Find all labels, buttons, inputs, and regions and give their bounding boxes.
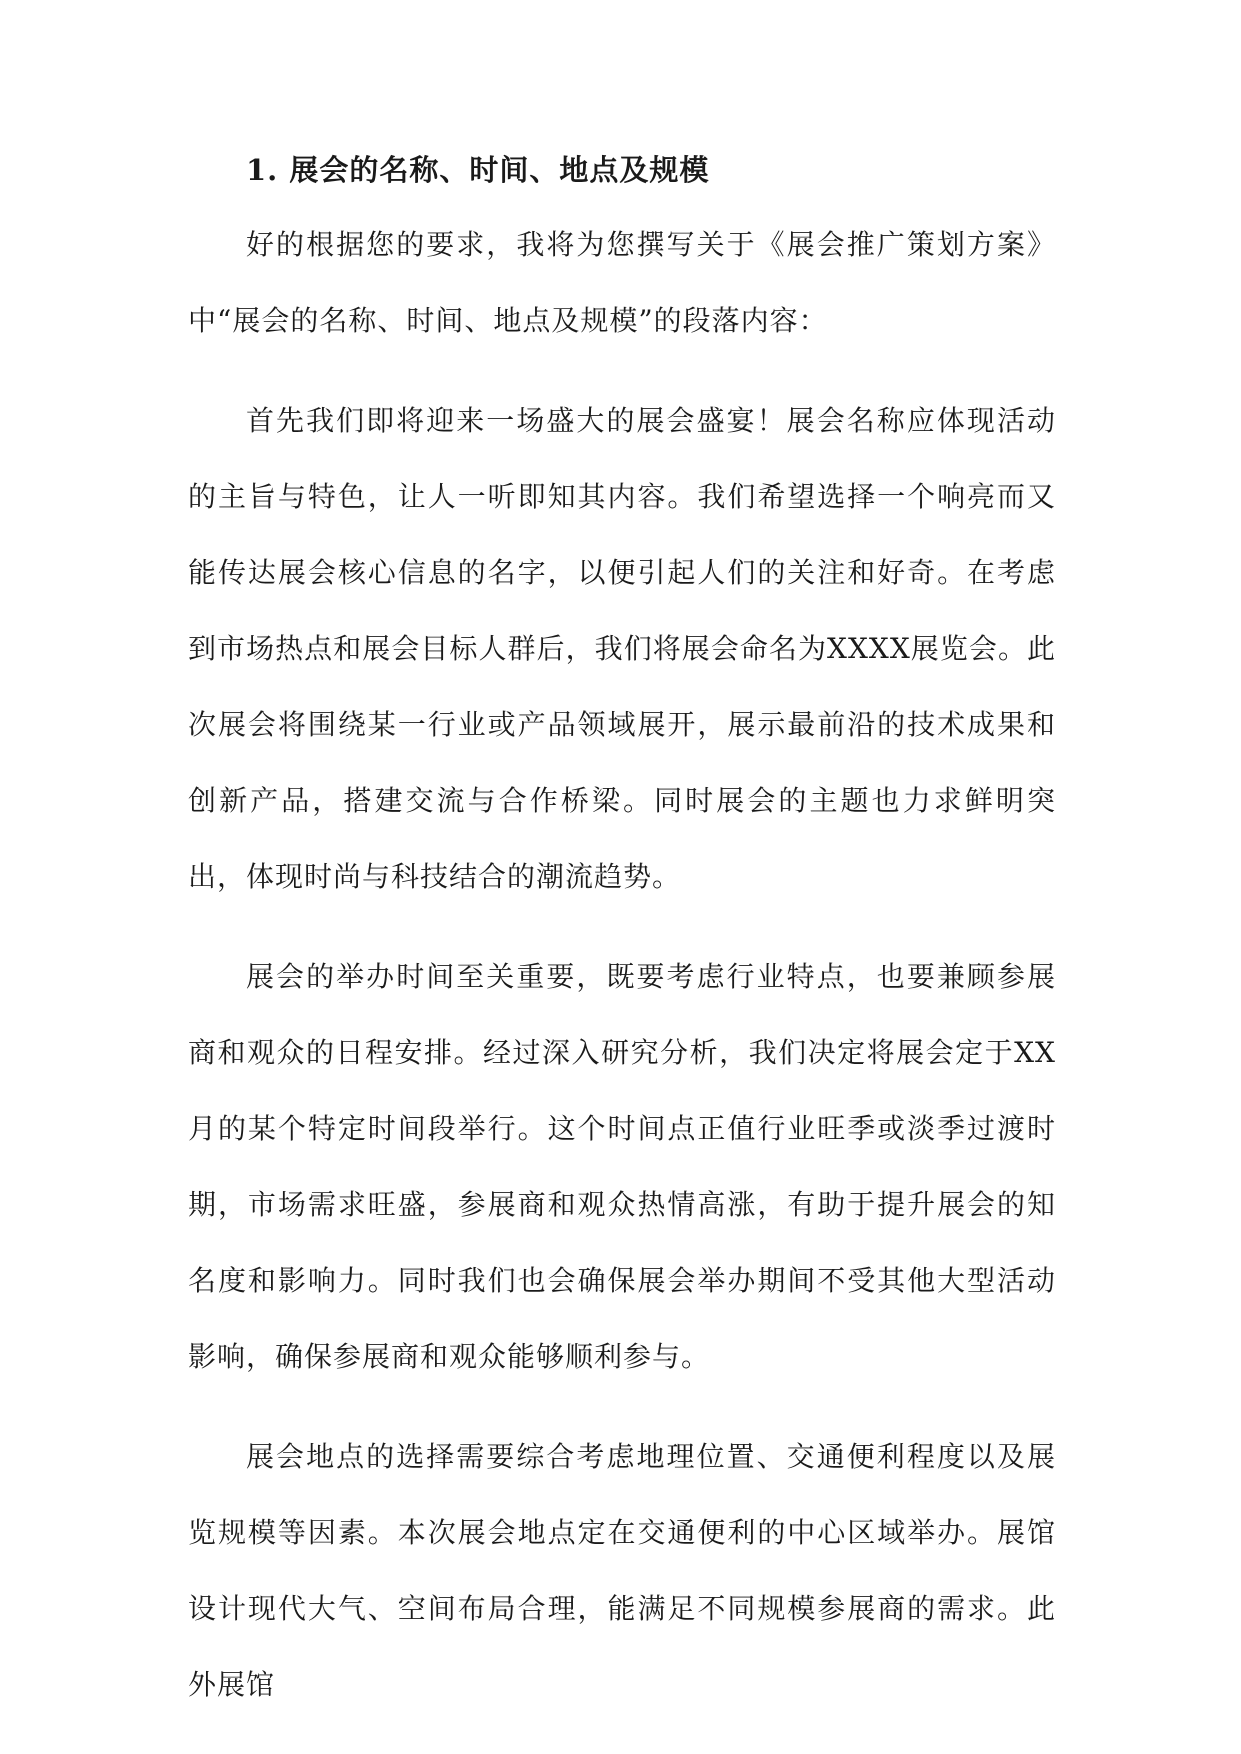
document-body	[188, 145, 1056, 1723]
section-heading: 1. 展会的名称、时间、地点及规模	[246, 153, 710, 187]
paragraph-name: 首先我们即将迎来一场盛大的展会盛宴！展会名称应体现活动的主旨与特色，让人一听即知其内容。我们希望选择一个响亮而又能传达展会核心信息的名字，以便引起人们的关注和好奇。在考虑到市场热点和展会目标人群后，我们将展会命名为XXXX展览会。此次展会将围绕某一行业或产品领域展开，展示最前沿的技术成果和创新产品，搭建交流与合作桥梁。同时展会的主题也力求鲜明突出，体现时尚与科技结合的潮流趋势。	[188, 404, 1056, 893]
paragraph-intro: 好的根据您的要求，我将为您撰写关于《展会推广策划方案》中“展会的名称、时间、地点及规模”的段落内容：	[188, 228, 1056, 337]
paragraph-location: 展会地点的选择需要综合考虑地理位置、交通便利程度以及展览规模等因素。本次展会地点定在交通便利的中心区域举办。展馆设计现代大气、空间布局合理，能满足不同规模参展商的需求。此外展馆	[188, 1440, 1056, 1701]
paragraph-time: 展会的举办时间至关重要，既要考虑行业特点，也要兼顾参展商和观众的日程安排。经过深入研究分析，我们决定将展会定于XX月的某个特定时间段举行。这个时间点正值行业旺季或淡季过渡时期，市场需求旺盛，参展商和观众热情高涨，有助于提升展会的知名度和影响力。同时我们也会确保展会举办期间不受其他大型活动影响，确保参展商和观众能够顺利参与。	[188, 960, 1056, 1373]
